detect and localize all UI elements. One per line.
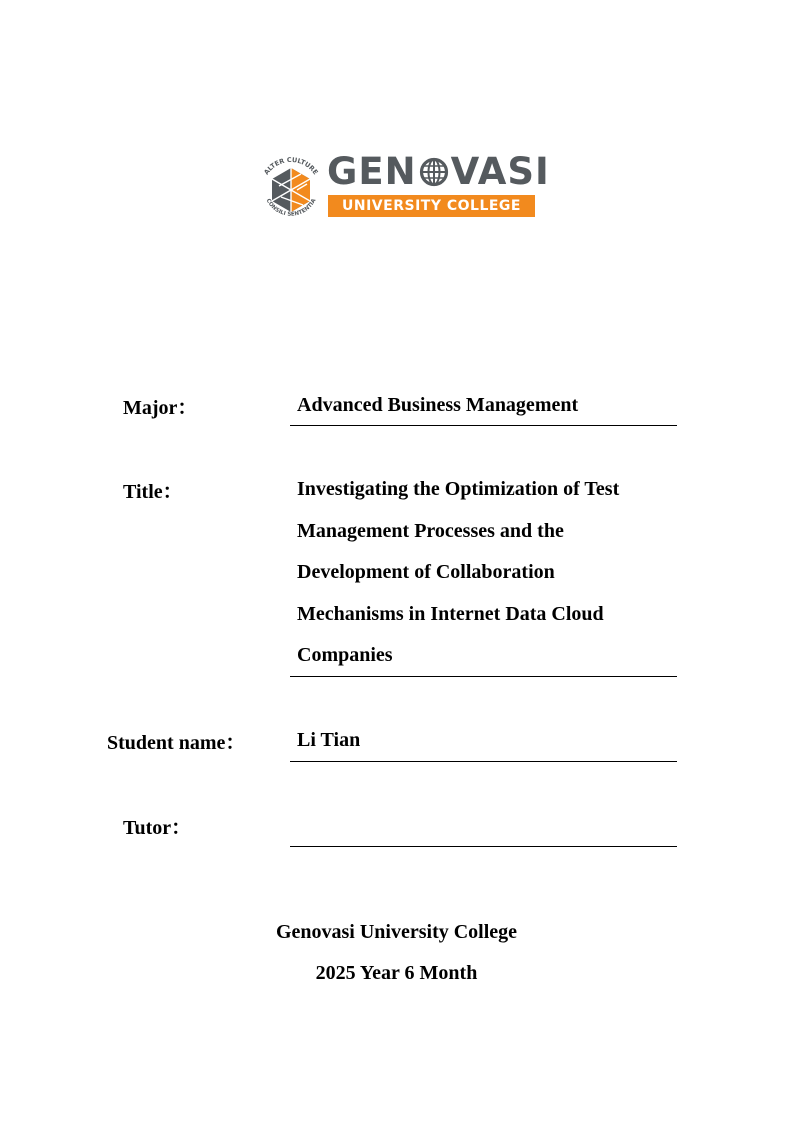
- submission-date: 2025 Year 6 Month: [315, 962, 478, 984]
- student-name-value: Li Tian: [297, 729, 361, 751]
- title-line: Investigating the Optimization of Test: [297, 478, 620, 500]
- tutor-underline: [290, 846, 677, 847]
- major-value: Advanced Business Management: [297, 394, 579, 416]
- logo-text-part1: GEN: [327, 150, 417, 193]
- student-name-label: Student name：: [107, 732, 246, 754]
- institution-name: Genovasi University College: [275, 921, 518, 943]
- title-line: Development of Collaboration: [297, 561, 555, 583]
- title-line: Mechanisms in Internet Data Cloud: [297, 602, 604, 625]
- logo-subtitle: UNIVERSITY COLLEGE: [328, 195, 535, 217]
- seal-emblem-icon: [255, 150, 327, 230]
- title-value: [297, 469, 677, 677]
- svg-text:ALTER CULTURE: ALTER CULTURE: [262, 155, 320, 177]
- logo-text-part2: VASI: [450, 150, 550, 193]
- title-label: Title：: [123, 481, 183, 503]
- title-line: Management Processes and the: [297, 519, 564, 542]
- major-underline: [290, 425, 677, 426]
- logo-wordmark: [327, 152, 550, 192]
- title-line: Companies: [297, 644, 393, 666]
- student-name-underline: [290, 761, 677, 762]
- globe-icon: [419, 157, 449, 187]
- university-logo: [255, 150, 550, 230]
- title-underline: [290, 676, 677, 677]
- tutor-label: Tutor：: [123, 817, 192, 839]
- major-label: Major：: [123, 397, 198, 419]
- svg-text:CONSILI SENTENTIA: CONSILI SENTENTIA: [264, 197, 318, 218]
